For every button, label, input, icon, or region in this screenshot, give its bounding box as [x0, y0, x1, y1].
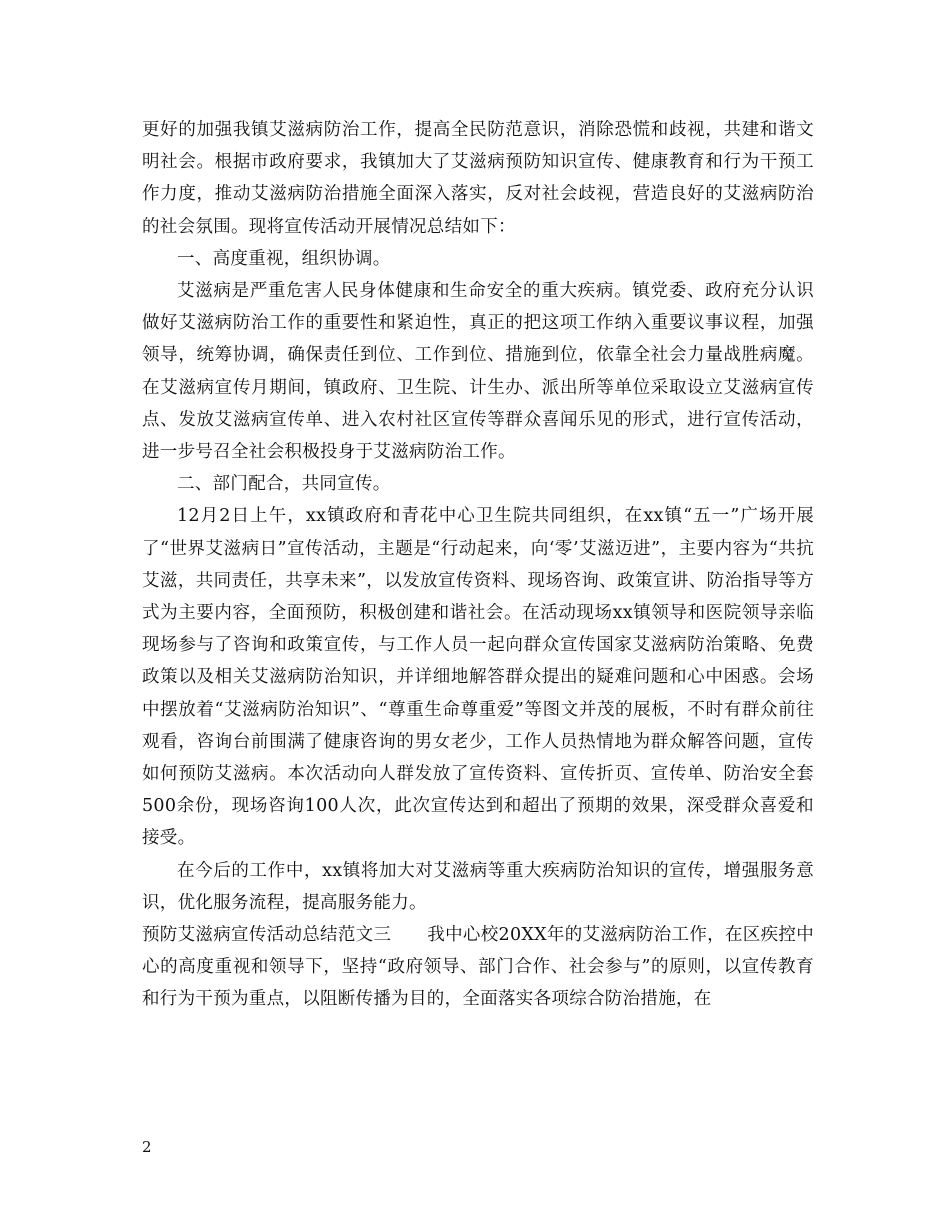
- section-heading-1: 一、高度重视，组织协调。: [177, 248, 391, 269]
- sample-three-text: 我中心校20XX年的艾滋病防治工作，在区疾控中心的高度重视和领导下，坚持“政府领导、部门合作、社会参与”的原则，以宣传教育和行为干预为重点，以阻断传播为目的，全面落实各项综合防治措施，在: [142, 925, 814, 1010]
- paragraph-intro: 更好的加强我镇艾滋病防治工作，提高全民防范意识，消除恐慌和歧视，共建和谐文明社会。根据市政府要求，我镇加大了艾滋病预防知识宣传、健康教育和行为干预工作力度，推动艾滋病防治措施全面深入落实，反对社会歧视，营造良好的艾滋病防治的社会氛围。现将宣传活动开展情况总结如下：: [142, 120, 814, 237]
- paragraph-section-1: 艾滋病是严重危害人民身体健康和生命安全的重大疾病。镇党委、政府充分认识做好艾滋病防治工作的重要性和紧迫性，真正的把这项工作纳入重要议事议程，加强领导，统筹协调，确保责任到位、工作到位、措施到位，依靠全社会力量战胜病魔。在艾滋病宣传月期间，镇政府、卫生院、计生办、派出所等单位采取设立艾滋病宣传点、发放艾滋病宣传单、进入农村社区宣传等群众喜闻乐见的形式，进行宣传活动，进一步号召全社会积极投身于艾滋病防治工作。: [142, 281, 814, 463]
- document-body: [142, 114, 814, 1016]
- paragraph-section-2: 12月2日上午，xx镇政府和青花中心卫生院共同组织，在xx镇“五一”广场开展了“世界艾滋病日”宣传活动，主题是“行动起来，向‘零’艾滋迈进”，主要内容为“共抗艾滋，共同责任，共享未来”，以发放宣传资料、现场咨询、政策宣讲、防治指导等方式为主要内容，全面预防，积极创建和谐社会。在活动现场xx镇领导和医院领导亲临现场参与了咨询和政策宣传，与工作人员一起向群众宣传国家艾滋病防治策略、免费政策以及相关艾滋病防治知识，并详细地解答群众提出的疑难问题和心中困惑。会场中摆放着“艾滋病防治知识”、“尊重生命尊重爱”等图文并茂的展板，不时有群众前往观看，咨询台前围满了健康咨询的男女老少，工作人员热情地为群众解答问题，宣传如何预防艾滋病。本次活动向人群发放了宣传资料、宣传折页、宣传单、防治安全套500余份，现场咨询100人次，此次宣传达到和超出了预期的效果，深受群众喜爱和接受。: [142, 506, 814, 849]
- paragraph-future-work: 在今后的工作中，xx镇将加大对艾滋病等重大疾病防治知识的宣传，增强服务意识，优化服务流程，提高服务能力。: [142, 860, 814, 913]
- sample-three-heading: 预防艾滋病宣传活动总结范文三: [142, 925, 392, 946]
- section-heading-2: 二、部门配合，共同宣传。: [177, 474, 391, 495]
- paragraph-sample-three: [142, 919, 814, 1016]
- page-number: 2: [142, 1138, 152, 1156]
